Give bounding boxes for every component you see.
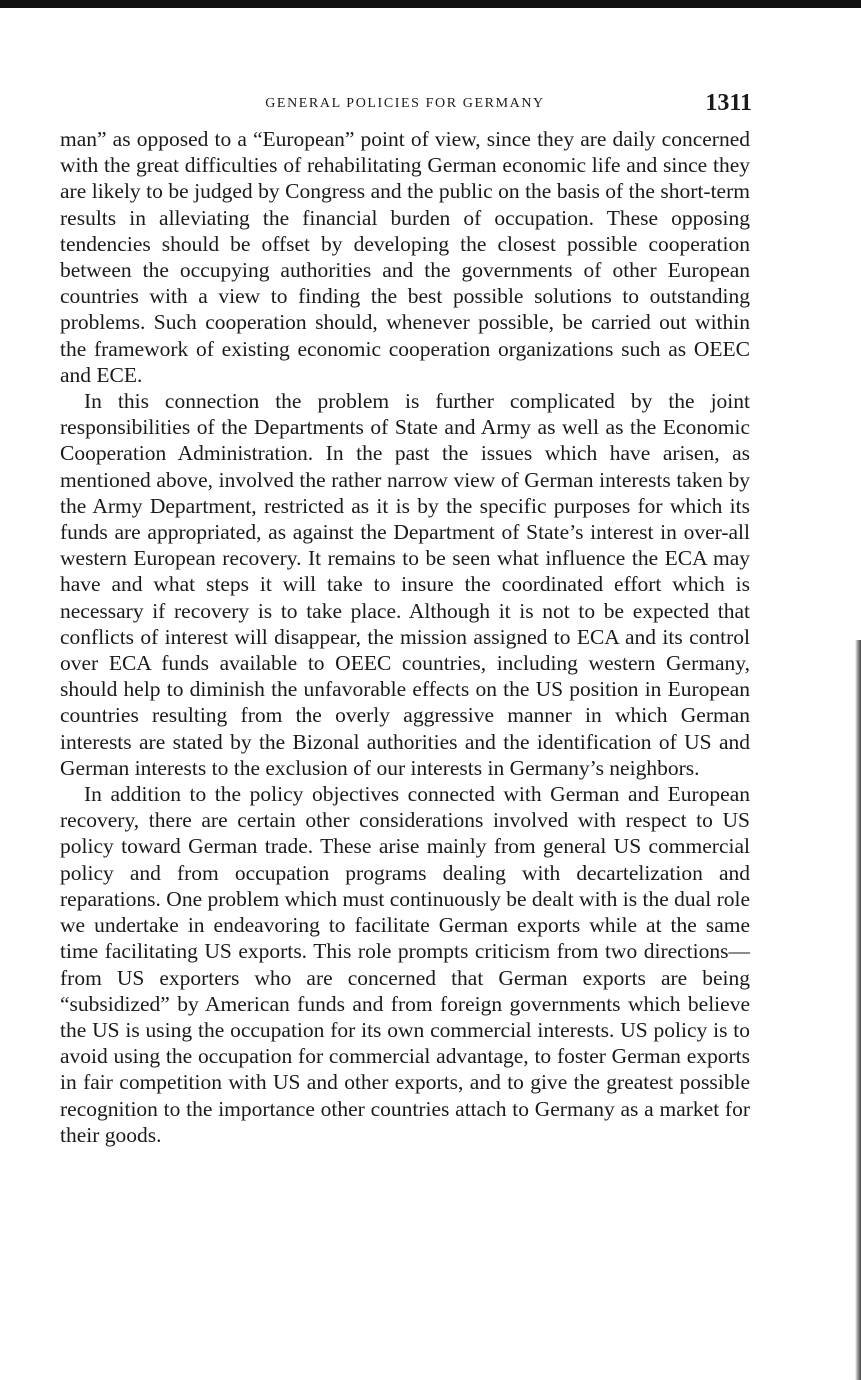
page-number: 1311 [705,90,752,116]
top-edge-rule [0,0,861,8]
body-text [60,126,750,1148]
running-header [60,86,750,126]
paragraph-2: In this connection the problem is further complicated by the joint responsibilities of the Departments of State and Army as well as the Economic Cooperation Administration. In the past the issues which have arisen, as mentioned above, involved the rather narrow view of German interests taken by the Army Department, restricted as it is by the specific purposes for which its funds are appropriated, as against the Department of State’s interest in over-all western European recovery. It remains to be seen what influence the ECA may have and what steps it will take to insure the coordinated effort which is necessary if recovery is to take place. Although it is not to be expected that conflicts of interest will disappear, the mission assigned to ECA and its control over ECA funds available to OEEC countries, including western Germany, should help to diminish the unfavorable effects on the US position in European countries resulting from the overly aggressive manner in which German interests are stated by the Bizonal authorities and the identification of US and German interests to the exclusion of our interests in Germany’s neighbors. [60,389,750,780]
running-title: GENERAL POLICIES FOR GERMANY [265,96,545,111]
document-page [60,86,750,1148]
paragraph-1: man” as opposed to a “European” point of view, since they are daily concerned with the great difficulties of rehabilitating German economic life and since they are likely to be judged by Congress and the public on the basis of the short-term results in alleviating the financial burden of occupation. These opposing tendencies should be offset by developing the closest possible cooperation between the occupying authorities and the governments of other European countries with a view to finding the best possible solutions to outstanding problems. Such cooperation should, whenever possible, be carried out within the framework of existing economic cooperation organizations such as OEEC and ECE. [60,127,750,387]
paragraph-3: In addition to the policy objectives connected with German and European recovery, there are certain other considerations involved with respect to US policy toward German trade. These arise mainly from general US commercial policy and from occupation programs dealing with decartelization and reparations. One problem which must continuously be dealt with is the dual role we undertake in endeavoring to facilitate German exports while at the same time facilitating US exports. This role prompts criticism from two directions—from US exporters who are concerned that German exports are being “subsidized” by American funds and from foreign governments which believe the US is using the occupation for its own commercial interests. US policy is to avoid using the occupation for commercial advantage, to foster German exports in fair competition with US and other exports, and to give the greatest possible recognition to the importance other countries attach to Germany as a market for their goods. [60,782,750,1147]
page-edge-shadow [855,640,861,1380]
